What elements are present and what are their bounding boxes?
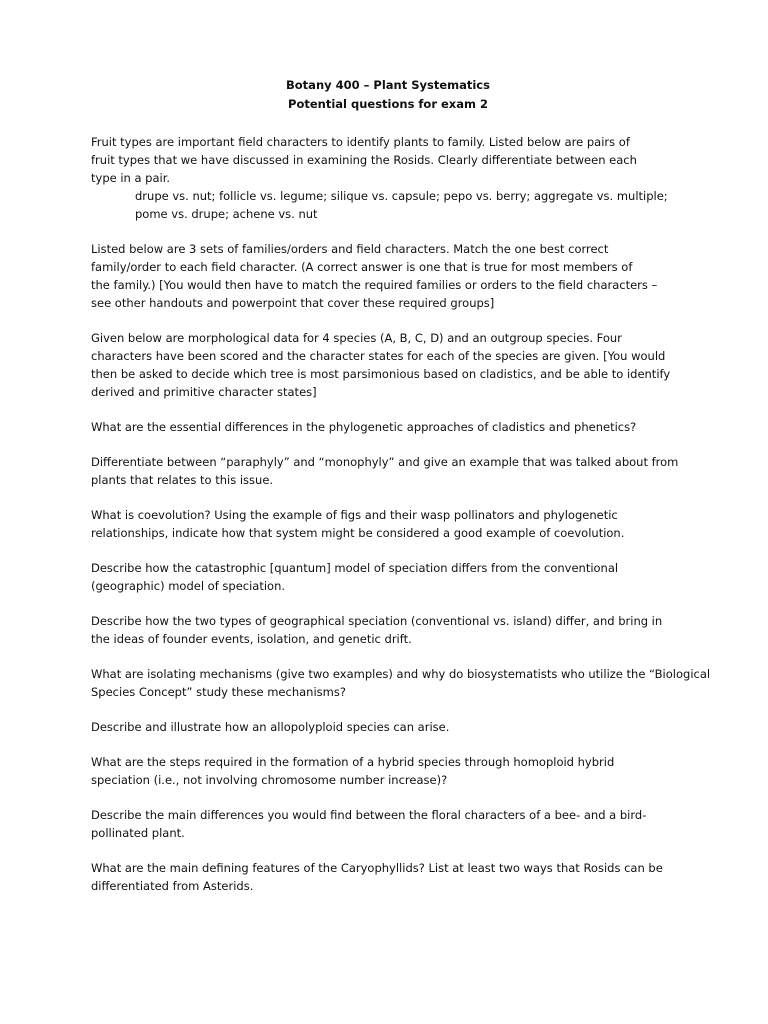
title-block [0,76,768,114]
text-line: pollinated plant. [91,826,185,840]
text-line: What is coevolution? Using the example of figs and their wasp pollinators and phylogenetic [91,508,618,522]
text-line: the ideas of founder events, isolation, and genetic drift. [91,632,412,646]
text-line: What are isolating mechanisms (give two examples) and why do biosystematists who utilize the “Biological [91,667,711,681]
text-line: Describe the main differences you would find between the floral characters of a bee- and a bird- [91,808,647,822]
fruit-pairs-line: pome vs. drupe; achene vs. nut [135,207,318,221]
text-line: Fruit types are important field characters to identify plants to family. Listed below are pairs of [91,135,630,149]
question-families-orders [91,240,691,312]
text-line: Describe how the catastrophic [quantum] model of speciation differs from the conventional [91,561,619,575]
question-isolating-mechanisms [91,665,711,701]
text-line: speciation (i.e., not involving chromosome number increase)? [91,773,448,787]
document-title: Botany 400 – Plant Systematics [286,78,490,92]
text-line: What are the main defining features of the Caryophyllids? List at least two ways that Rosids can be [91,861,663,875]
text-line: Describe how the two types of geographical speciation (conventional vs. island) differ, and bring in [91,614,663,628]
text-line: Describe and illustrate how an allopolyploid species can arise. [91,720,450,734]
question-homoploid-hybrid [91,753,691,789]
text-line: family/order to each field character. (A correct answer is one that is true for most members of [91,260,633,274]
question-cladistics-phenetics [91,418,691,436]
question-allopolyploid [91,718,691,736]
question-morphological-data [91,329,691,401]
text-line: What are the steps required in the formation of a hybrid species through homoploid hybrid [91,755,615,769]
text-line: fruit types that we have discussed in examining the Rosids. Clearly differentiate between each [91,153,637,167]
question-fruit-types [91,133,691,223]
text-line: type in a pair. [91,171,171,185]
text-line: Differentiate between “paraphyly” and “monophyly” and give an example that was talked about from [91,455,679,469]
question-geographical-speciation [91,612,691,648]
fruit-pairs-line: drupe vs. nut; follicle vs. legume; silique vs. capsule; pepo vs. berry; aggregate vs. multiple; [135,189,668,203]
document-subtitle: Potential questions for exam 2 [288,97,488,111]
question-paraphyly-monophyly [91,453,691,489]
text-line: see other handouts and powerpoint that cover these required groups] [91,296,495,310]
text-line: differentiated from Asterids. [91,879,254,893]
text-line: Species Concept” study these mechanisms? [91,685,346,699]
text-line: characters have been scored and the character states for each of the species are given. [You would [91,349,666,363]
text-line: plants that relates to this issue. [91,473,274,487]
text-line: What are the essential differences in the phylogenetic approaches of cladistics and phenetics? [91,420,637,434]
text-line: Given below are morphological data for 4 species (A, B, C, D) and an outgroup species. Four [91,331,622,345]
question-catastrophic-speciation [91,559,691,595]
text-line: derived and primitive character states] [91,385,317,399]
text-line: Listed below are 3 sets of families/orders and field characters. Match the one best correct [91,242,609,256]
text-line: then be asked to decide which tree is most parsimonious based on cladistics, and be able to identify [91,367,671,381]
text-line: relationships, indicate how that system might be considered a good example of coevolution. [91,526,625,540]
question-floral-characters [91,806,691,842]
text-line: the family.) [You would then have to match the required families or orders to the field characters – [91,278,658,292]
question-caryophyllids [91,859,691,895]
text-line: (geographic) model of speciation. [91,579,286,593]
questions-list [91,133,711,912]
question-coevolution [91,506,691,542]
